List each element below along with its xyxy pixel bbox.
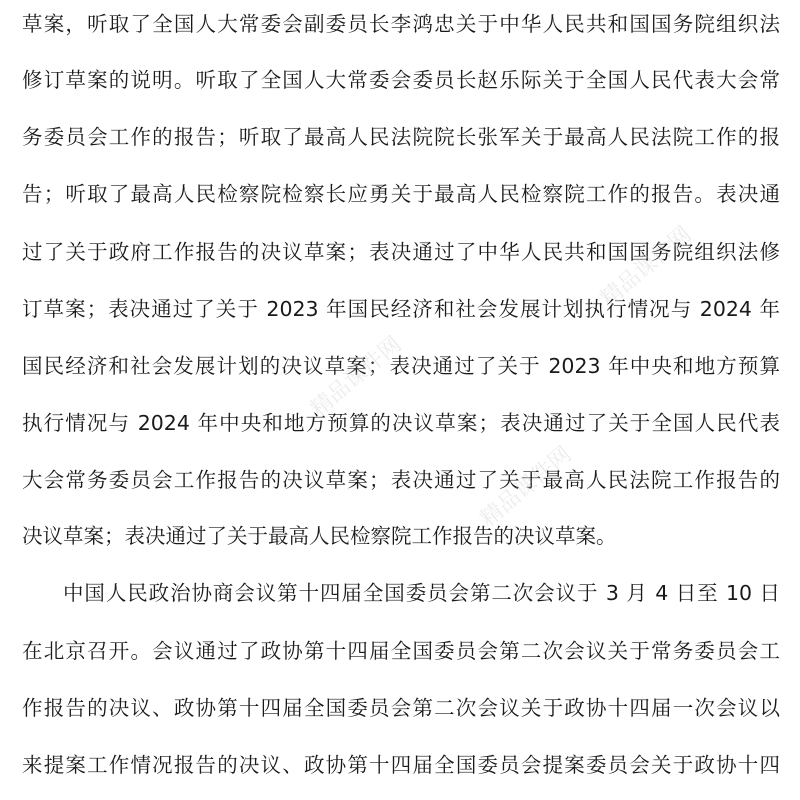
- paragraph-line: 大会常务委员会工作报告的决议草案；表决通过了关于最高人民法院工作报告的: [22, 468, 780, 492]
- paragraph-last-line: 决议草案；表决通过了关于最高人民检察院工作报告的决议草案。: [22, 524, 617, 548]
- paragraph-line: 执行情况与 2024 年中央和地方预算的决议草案；表决通过了关于全国人民代表: [22, 411, 780, 435]
- paragraph-line: 来提案工作情况报告的决议、政协第十四届全国委员会提案委员会关于政协十四: [22, 753, 780, 777]
- paragraph-first-line: 中国人民政治协商会议第十四届全国委员会第二次会议于 3 月 4 日至 10 日: [63, 581, 780, 605]
- watermark: 精品课件网: [596, 222, 697, 312]
- watermark: 精品课件网: [476, 442, 577, 532]
- paragraph-line: 过了关于政府工作报告的决议草案；表决通过了中华人民共和国国务院组织法修: [22, 240, 780, 264]
- paragraph-line: 务委员会工作的报告；听取了最高人民法院院长张军关于最高人民法院工作的报: [22, 125, 780, 149]
- paragraph-line: 订草案；表决通过了关于 2023 年国民经济和社会发展计划执行情况与 2024 年: [22, 297, 780, 321]
- paragraph-line: 修订草案的说明。听取了全国人大常委会委员长赵乐际关于全国人民代表大会常: [22, 68, 780, 92]
- paragraph-line: 草案，听取了全国人大常委会副委员长李鸿忠关于中华人民共和国国务院组织法: [22, 12, 780, 36]
- paragraph-line: 告；听取了最高人民检察院检察长应勇关于最高人民检察院工作的报告。表决通: [22, 182, 780, 206]
- paragraph-line: 作报告的决议、政协第十四届全国委员会第二次会议关于政协十四届一次会议以: [22, 696, 780, 720]
- paragraph-line: 国民经济和社会发展计划的决议草案；表决通过了关于 2023 年中央和地方预算: [22, 354, 780, 378]
- paragraph-line: 在北京召开。会议通过了政协第十四届全国委员会第二次会议关于常务委员会工: [22, 639, 780, 663]
- watermark: 精品课件网: [306, 332, 407, 422]
